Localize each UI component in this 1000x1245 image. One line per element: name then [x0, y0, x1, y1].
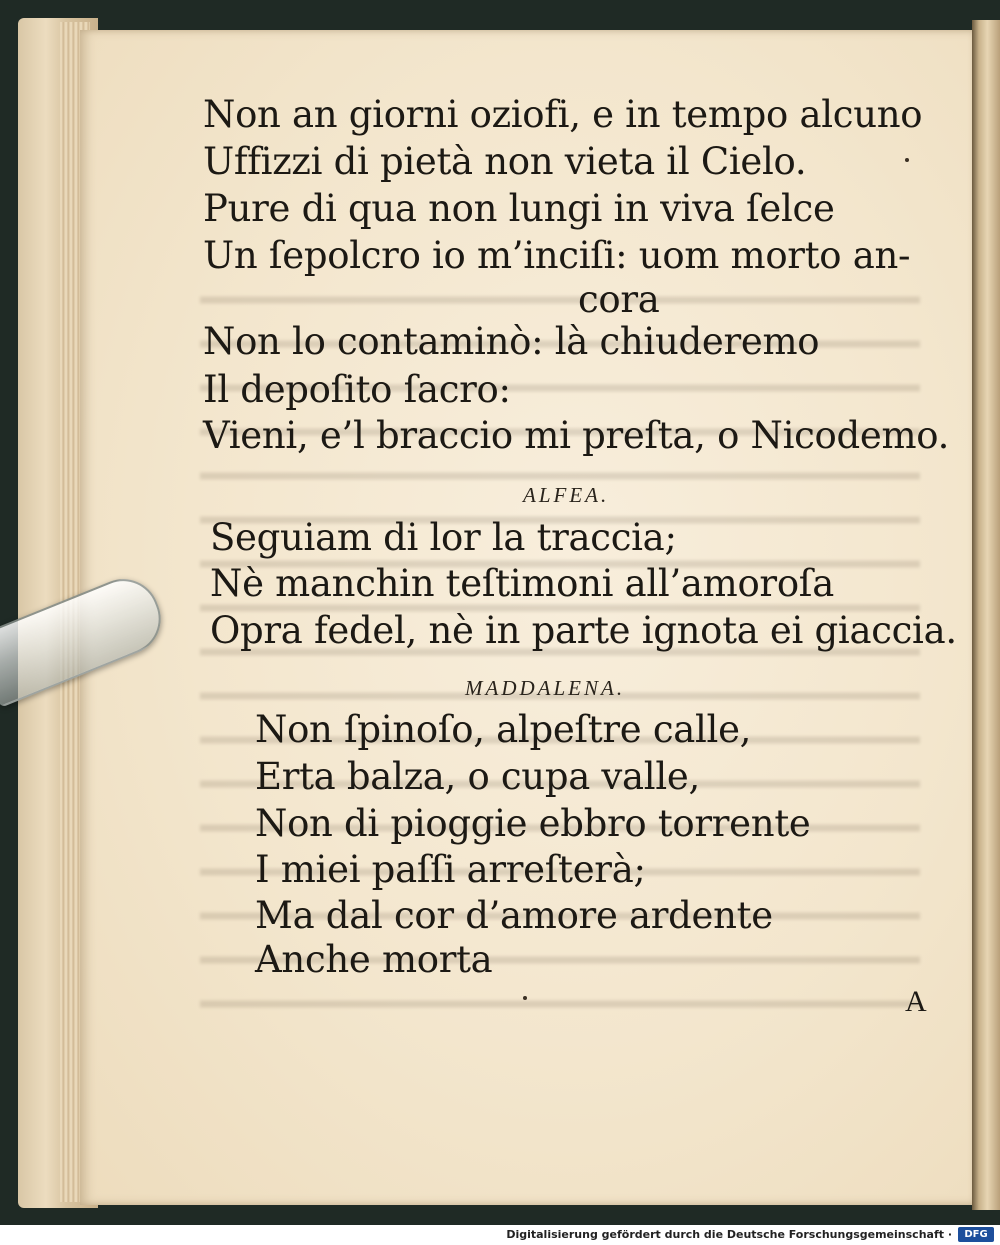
dfg-logo: DFG	[958, 1227, 994, 1242]
verse-line: Opra fedel, nè in parte ignota ei giaccia.	[210, 609, 957, 652]
verse-line: Nè manchin teſtimoni all’amoroſa	[210, 562, 834, 605]
catchword: A	[905, 985, 927, 1018]
verse-line: Anche morta	[255, 938, 493, 981]
verse-line: Non di pioggie ebbro torrente	[255, 802, 811, 845]
funding-credit: Digitalisierung gefördert durch die Deutsche Forschungsgemeinschaft ·	[506, 1228, 952, 1241]
ink-speck	[905, 158, 909, 162]
verse-line: Il depoſito ſacro:	[203, 368, 511, 411]
ink-speck	[523, 996, 527, 1000]
verse-line: Seguiam di lor la traccia;	[210, 516, 677, 559]
verse-line: Ma dal cor d’amore ardente	[255, 894, 773, 937]
verse-line: Un ſepolcro io m’inciſi: uom morto an-	[203, 234, 911, 277]
footer-bar	[0, 1225, 1000, 1245]
verse-line: cora	[578, 278, 660, 321]
verse-line: I miei paſſi arreſterà;	[255, 848, 646, 891]
speaker-heading: MADDALENA.	[465, 676, 626, 700]
verse-line: Pure di qua non lungi in viva ſelce	[203, 187, 835, 230]
verse-line: Non lo contaminò: là chiuderemo	[203, 320, 820, 363]
verse-line: Vieni, e’l braccio mi preſta, o Nicodemo.	[203, 414, 950, 457]
verse-line: Non an giorni oziofi, e in tempo alcuno	[203, 93, 923, 136]
verse-line: Non ſpinoſo, alpeſtre calle,	[255, 708, 752, 751]
verse-line: Uffizzi di pietà non vieta il Cielo.	[203, 140, 807, 183]
verse-line: Erta balza, o cupa valle,	[255, 755, 700, 798]
speaker-heading: ALFEA.	[523, 483, 610, 507]
